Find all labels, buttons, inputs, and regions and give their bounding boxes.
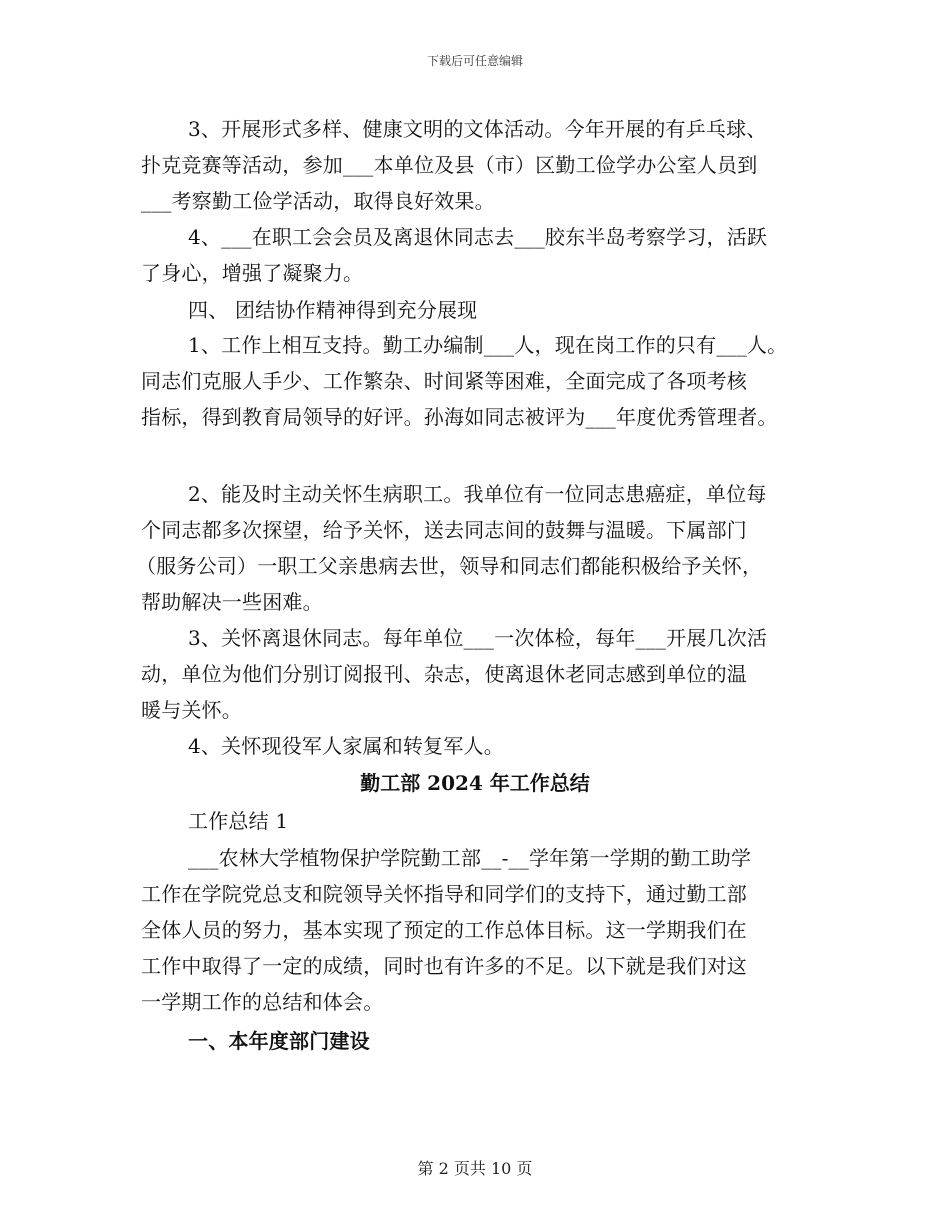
page-header: 下载后可任意编辑	[426, 54, 523, 68]
text-line: （服务公司）一职工父亲患病去世，领导和同志们都能积极给予关怀，	[136, 554, 763, 578]
text-line: 同志们克服人手少、工作繁杂、时间紧等困难，全面完成了各项考核	[141, 369, 747, 393]
text-line: 工作在学院党总支和院领导关怀指导和同学们的支持下，通过勤工部	[141, 882, 747, 906]
text-line: 扑克竞赛等活动，参加___本单位及县（市）区勤工俭学办公室人员到	[141, 153, 758, 177]
text-line: 帮助解决一些困难。	[141, 590, 323, 614]
subsection-heading: 一、本年度部门建设	[188, 1029, 370, 1053]
text-line: 暖与关怀。	[141, 698, 242, 722]
text-line: 工作中取得了一定的成绩，同时也有许多的不足。以下就是我们对这	[141, 954, 747, 978]
text-line: 3、开展形式多样、健康文明的文体活动。今年开展的有乒乓球、	[188, 117, 767, 141]
section-heading: 四、 团结协作精神得到充分展现	[188, 298, 478, 322]
text-line: 2、能及时主动关怀生病职工。我单位有一位同志患癌症，单位每	[188, 482, 767, 506]
text-line: 1、工作上相互支持。勤工办编制___人，现在岗工作的只有___人。	[188, 333, 788, 357]
page-footer: 第 2 页共 10 页	[417, 1159, 533, 1178]
text-line: 4、关怀现役军人家属和转复军人。	[188, 734, 504, 758]
text-line: 工作总结 1	[188, 809, 289, 833]
text-line: 了身心，增强了凝聚力。	[141, 261, 364, 285]
text-line: 一学期工作的总结和体会。	[141, 990, 384, 1014]
text-line: ___农林大学植物保护学院勤工部__-__学年第一学期的勤工助学	[188, 846, 752, 870]
text-line: 3、关怀离退休同志。每年单位___一次体检，每年___开展几次活	[188, 626, 768, 650]
text-line: ___考察勤工俭学活动，取得良好效果。	[141, 189, 495, 213]
text-line: 动，单位为他们分别订阅报刊、杂志，使离退休老同志感到单位的温	[141, 662, 747, 686]
document-title: 勤工部 2024 年工作总结	[360, 771, 590, 795]
text-line: 4、___在职工会会员及离退休同志去___胶东半岛考察学习，活跃	[188, 225, 768, 249]
text-line: 指标，得到教育局领导的好评。孙海如同志被评为___年度优秀管理者。	[141, 405, 778, 429]
text-line: 个同志都多次探望，给予关怀，送去同志间的鼓舞与温暖。下属部门	[141, 518, 747, 542]
text-line: 全体人员的努力，基本实现了预定的工作总体目标。这一学期我们在	[141, 918, 747, 942]
